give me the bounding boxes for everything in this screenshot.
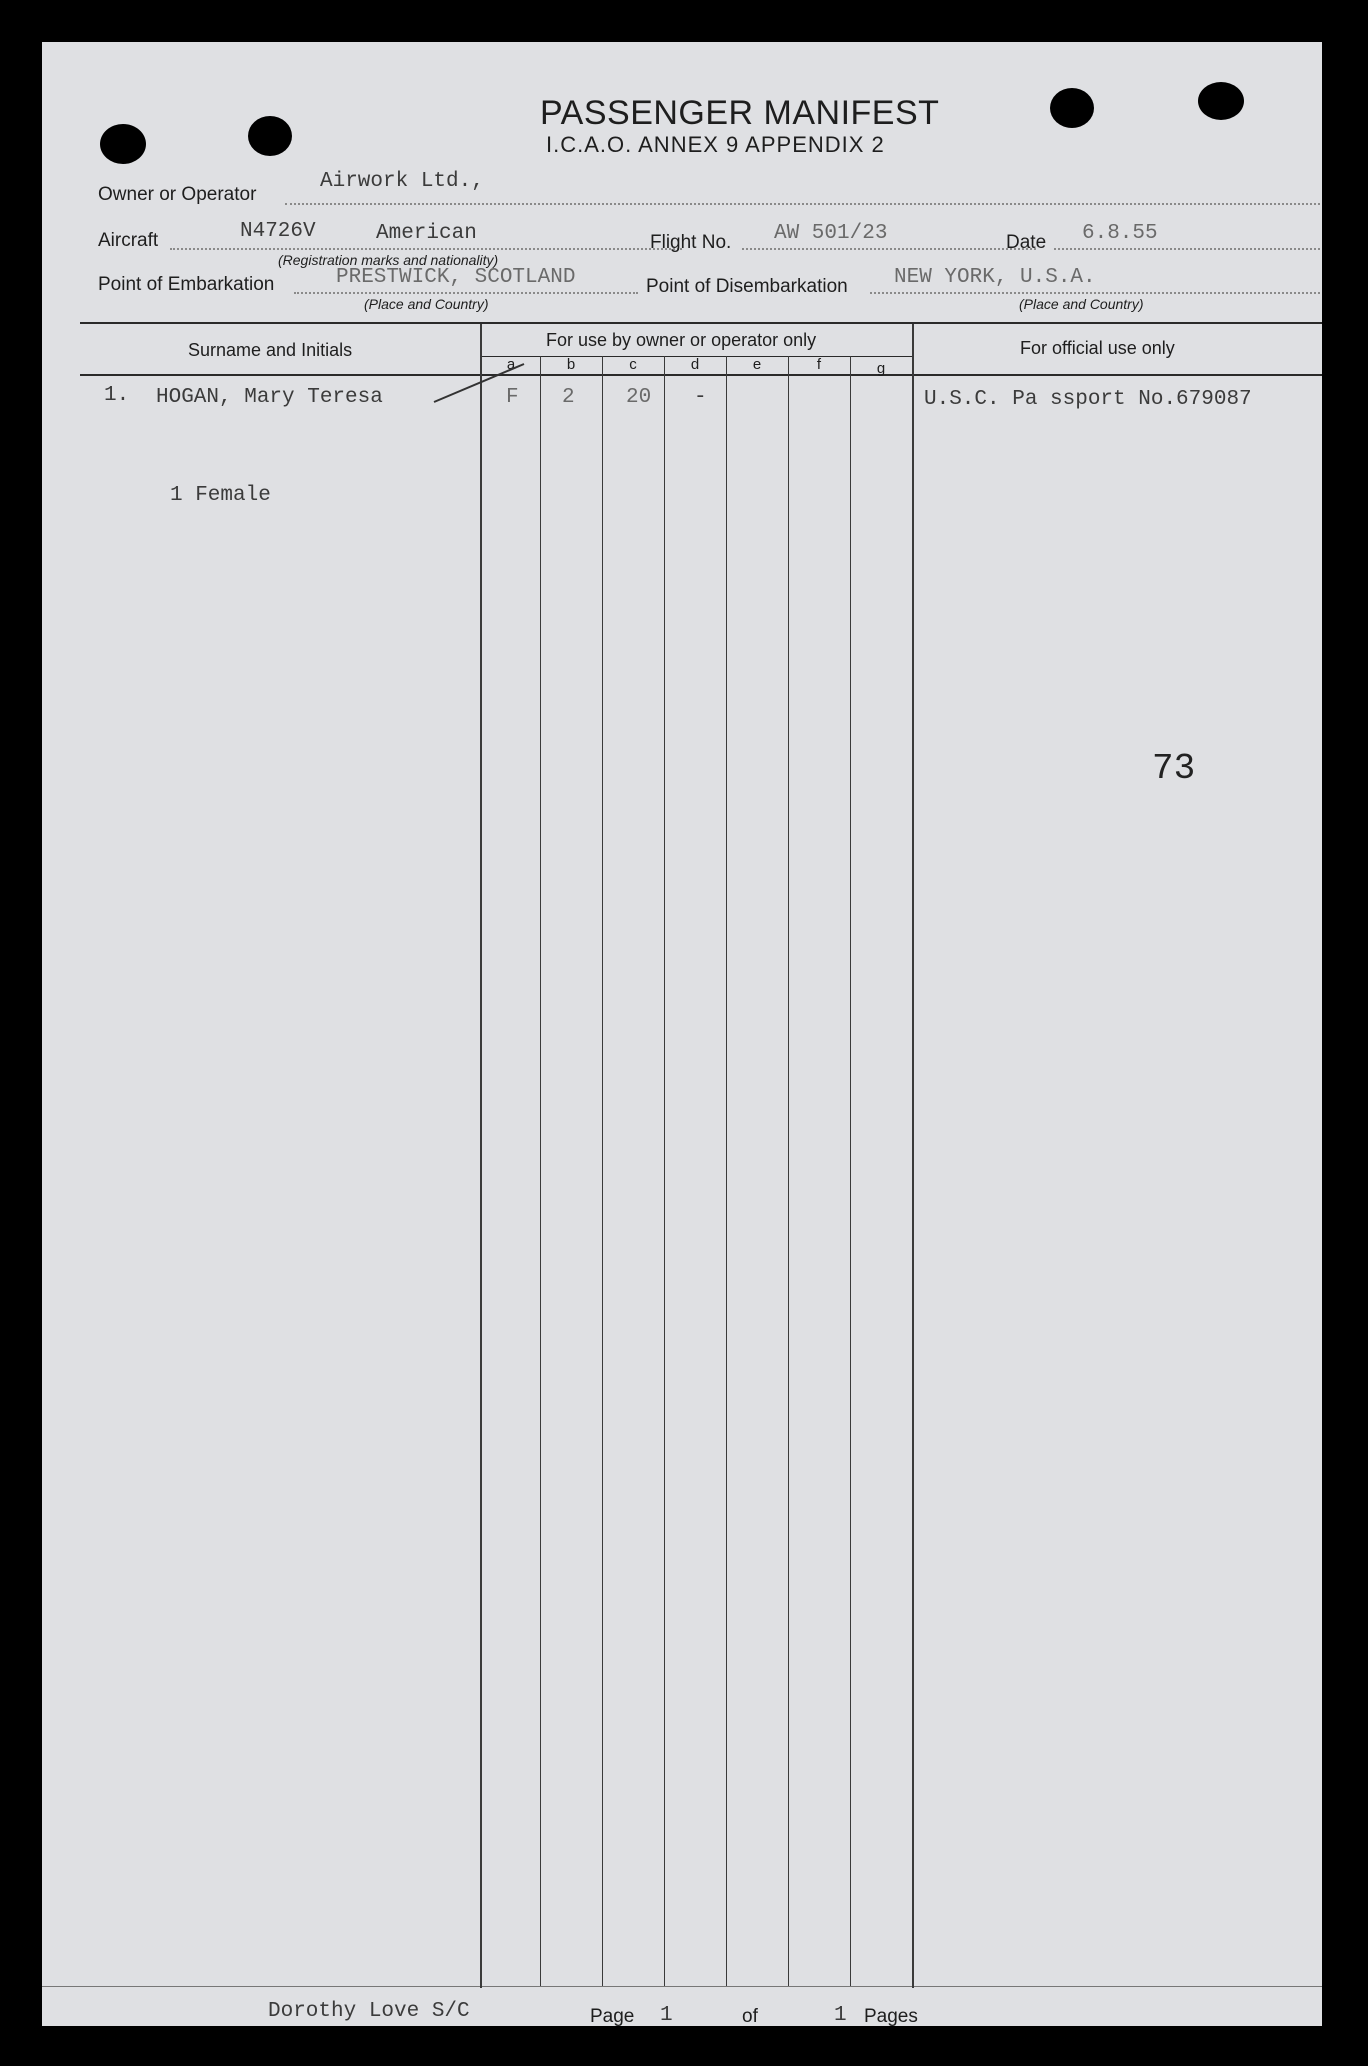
- subcolumn-g: g: [876, 360, 886, 377]
- date-value: 6.8.55: [1082, 222, 1158, 245]
- cell-a-sex: F: [506, 386, 519, 409]
- manifest-page: [42, 42, 1322, 2026]
- divider-col-f-g: [850, 356, 851, 1986]
- aircraft-label: Aircraft: [98, 230, 159, 251]
- subcolumn-a: a: [506, 356, 516, 373]
- disembarkation-hint: (Place and Country): [1019, 296, 1144, 312]
- divider-official: [912, 324, 914, 1988]
- table-header-rule: [80, 374, 1322, 376]
- owner-label: Owner or Operator: [98, 184, 257, 205]
- column-header-owner-use: For use by owner or operator only: [546, 330, 817, 350]
- page-label: Page: [590, 2006, 635, 2027]
- divider-col-d-e: [726, 356, 727, 1986]
- aircraft-nationality: American: [376, 222, 477, 245]
- disembarkation-value: NEW YORK, U.S.A.: [894, 266, 1096, 289]
- pages-label: Pages: [864, 2006, 918, 2027]
- embarkation-value: PRESTWICK, SCOTLAND: [336, 266, 576, 289]
- punch-hole-left-1: [100, 124, 146, 164]
- page-title: PASSENGER MANIFEST: [540, 94, 940, 132]
- aircraft-hint: (Registration marks and nationality): [278, 252, 499, 268]
- cell-c-age: 20: [626, 386, 652, 409]
- embarkation-hint: (Place and Country): [364, 296, 489, 312]
- embarkation-label: Point of Embarkation: [98, 274, 275, 295]
- row-number: 1.: [104, 384, 130, 407]
- punch-hole-right-1: [1050, 88, 1094, 128]
- date-dotted-line: [1054, 248, 1320, 250]
- table-top-rule: [80, 322, 1322, 324]
- owner-value: Airwork Ltd.,: [320, 170, 484, 193]
- column-header-surname: Surname and Initials: [188, 340, 353, 360]
- passenger-name: HOGAN, Mary Teresa: [156, 386, 383, 409]
- cell-d: -: [694, 386, 707, 409]
- passenger-summary: 1 Female: [170, 484, 271, 507]
- cell-b: 2: [562, 386, 575, 409]
- disembarkation-label: Point of Disembarkation: [646, 276, 848, 297]
- prepared-by: Dorothy Love S/C: [268, 2000, 470, 2023]
- disembarkation-dotted-line: [870, 292, 1320, 294]
- column-header-official: For official use only: [1020, 338, 1175, 358]
- official-passport-note: U.S.C. Pa ssport No.679087: [924, 388, 1252, 411]
- annotation-number: 73: [1152, 748, 1196, 789]
- punch-hole-right-2: [1198, 82, 1244, 120]
- punch-hole-left-2: [248, 116, 292, 156]
- divider-col-c-d: [664, 356, 665, 1986]
- flight-label: Flight No.: [650, 232, 732, 253]
- page-number: 1: [660, 2004, 673, 2027]
- page-subtitle: I.C.A.O. ANNEX 9 APPENDIX 2: [546, 132, 885, 157]
- subcolumn-b: b: [566, 356, 576, 373]
- divider-col-b-c: [602, 356, 603, 1986]
- divider-surname: [480, 324, 482, 1988]
- page-total: 1: [834, 2004, 847, 2027]
- table-bottom-rule: [42, 1986, 1322, 1987]
- embarkation-dotted-line: [294, 292, 638, 294]
- aircraft-registration: N4726V: [240, 220, 316, 243]
- flight-value: AW 501/23: [774, 222, 888, 245]
- divider-col-e-f: [788, 356, 789, 1986]
- aircraft-dotted-line: [170, 248, 682, 250]
- owner-dotted-line: [285, 203, 1320, 205]
- subcolumn-e: e: [752, 356, 762, 373]
- of-label: of: [742, 2006, 758, 2027]
- subcolumn-d: d: [690, 356, 700, 373]
- date-label: Date: [1006, 232, 1047, 253]
- divider-col-a-b: [540, 356, 541, 1986]
- subcolumn-f: f: [816, 356, 822, 373]
- flight-dotted-line: [742, 248, 1036, 250]
- subcolumn-c: c: [629, 356, 637, 373]
